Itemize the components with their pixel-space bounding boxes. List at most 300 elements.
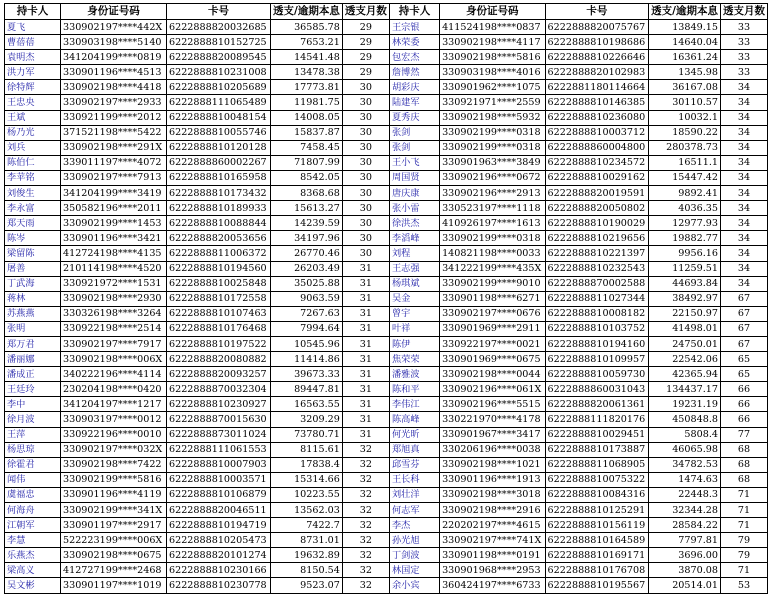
holder-cell: 林荣委 (390, 35, 440, 50)
id-number-cell: 411524198****0837 (440, 20, 545, 35)
months-cell: 30 (342, 125, 389, 140)
id-number-cell: 330902197****7917 (61, 336, 167, 351)
holder-cell: 闻伟 (5, 472, 61, 487)
id-number-cell: 330922196****0010 (61, 427, 167, 442)
table-row (5, 155, 390, 170)
overdraft-cell: 14541.48 (271, 50, 343, 65)
id-number-cell: 330901968****2953 (440, 563, 545, 578)
card-number-cell: 6222888820053656 (167, 231, 271, 246)
card-number-cell: 6222888810197522 (167, 336, 271, 351)
holder-cell: 李苹铭 (5, 170, 61, 185)
id-number-cell: 330901197****1019 (61, 578, 167, 593)
card-number-cell: 6222888810194560 (167, 261, 271, 276)
card-number-cell: 6222888810205689 (167, 80, 271, 95)
overdraft-cell: 41498.01 (649, 321, 721, 336)
holder-cell: 梁高义 (5, 563, 61, 578)
overdraft-cell: 3870.08 (649, 563, 721, 578)
overdraft-cell: 22448.3 (649, 487, 721, 502)
header-card-number: 卡号 (167, 4, 271, 20)
overdraft-cell: 16511.1 (649, 155, 721, 170)
id-number-cell: 330901196****4119 (61, 487, 167, 502)
id-number-cell: 330902198****2930 (61, 291, 167, 306)
overdraft-cell: 10545.96 (271, 336, 343, 351)
card-number-cell: 6222888810189933 (167, 201, 271, 216)
id-number-cell: 341222199****435X (440, 261, 545, 276)
holder-cell: 李杰 (390, 518, 440, 533)
table-row (390, 563, 768, 578)
id-number-cell: 330903198****4016 (440, 65, 545, 80)
holder-cell: 吴金 (390, 291, 440, 306)
table-row (5, 427, 390, 442)
left-table (4, 3, 390, 594)
table-row (5, 231, 390, 246)
table-row (5, 503, 390, 518)
holder-cell: 邱雪芬 (390, 457, 440, 472)
holder-cell: 刘程 (390, 246, 440, 261)
holder-cell: 李慧 (5, 533, 61, 548)
id-number-cell: 330901969****0675 (440, 352, 545, 367)
id-number-cell: 330901962****1075 (440, 80, 545, 95)
months-cell: 65 (720, 352, 767, 367)
overdraft-cell: 71807.99 (271, 155, 343, 170)
overdraft-cell: 8368.68 (271, 186, 343, 201)
header-months: 透支月数 (720, 4, 767, 20)
overdraft-cell: 15837.87 (271, 125, 343, 140)
overdraft-cell: 44693.84 (649, 276, 721, 291)
holder-cell: 夏飞 (5, 20, 61, 35)
holder-cell: 王长科 (390, 472, 440, 487)
card-number-cell: 6222888860031043 (545, 382, 649, 397)
months-cell: 33 (720, 50, 767, 65)
table-row (390, 110, 768, 125)
overdraft-cell: 28584.22 (649, 518, 721, 533)
card-number-cell: 6222888811027344 (545, 291, 649, 306)
holder-cell: 丁剑波 (390, 548, 440, 563)
holder-cell: 张小雷 (390, 201, 440, 216)
id-number-cell: 330901196****1913 (440, 472, 545, 487)
card-number-cell: 6222888111061553 (167, 442, 271, 457)
overdraft-cell: 89447.81 (271, 382, 343, 397)
id-number-cell: 330902198****5816 (440, 50, 545, 65)
overdraft-cell: 42365.94 (649, 367, 721, 382)
overdraft-cell: 17773.81 (271, 80, 343, 95)
overdraft-cell: 9063.59 (271, 291, 343, 306)
card-number-cell: 6222888810234572 (545, 155, 649, 170)
holder-cell: 焦荣荣 (390, 352, 440, 367)
months-cell: 32 (342, 472, 389, 487)
table-row (390, 20, 768, 35)
months-cell: 34 (720, 261, 767, 276)
overdraft-cell: 13849.15 (649, 20, 721, 35)
months-cell: 30 (342, 170, 389, 185)
card-number-cell: 6222888810198686 (545, 35, 649, 50)
id-number-cell: 230204198****0420 (61, 382, 167, 397)
months-cell: 34 (720, 276, 767, 291)
overdraft-cell: 11981.75 (271, 95, 343, 110)
table-row (390, 306, 768, 321)
months-cell: 33 (720, 20, 767, 35)
overdraft-cell: 1474.63 (649, 472, 721, 487)
holder-cell: 陈伯仁 (5, 155, 61, 170)
card-number-cell: 6222888810107463 (167, 306, 271, 321)
card-number-cell: 6222888860002267 (167, 155, 271, 170)
holder-cell: 郑旭真 (390, 442, 440, 457)
months-cell: 32 (342, 487, 389, 502)
id-number-cell: 330901197****2917 (61, 518, 167, 533)
header-id-number: 身份证号码 (440, 4, 545, 20)
id-number-cell: 330902198****4117 (440, 35, 545, 50)
id-number-cell: 412724198****4135 (61, 246, 167, 261)
holder-cell: 曾宇 (390, 306, 440, 321)
card-number-cell: 6222888810106879 (167, 487, 271, 502)
overdraft-cell: 4036.35 (649, 201, 721, 216)
holder-cell: 李滔峰 (390, 231, 440, 246)
months-cell: 30 (342, 95, 389, 110)
table-row (390, 170, 768, 185)
holder-cell: 江朝军 (5, 518, 61, 533)
card-number-cell: 6222888810146385 (545, 95, 649, 110)
id-number-cell: 410926197****1613 (440, 216, 545, 231)
months-cell: 71 (720, 518, 767, 533)
table-row (390, 518, 768, 533)
table-row (390, 201, 768, 216)
card-number-cell: 6222888810152725 (167, 35, 271, 50)
overdraft-cell: 19882.77 (649, 231, 721, 246)
card-number-cell: 6222888810029162 (545, 170, 649, 185)
overdraft-cell: 450848.8 (649, 412, 721, 427)
id-number-cell: 330326198****3264 (61, 306, 167, 321)
months-cell: 67 (720, 291, 767, 306)
id-number-cell: 330902197****7913 (61, 170, 167, 185)
table-row (390, 65, 768, 80)
card-number-cell: 6222888810103752 (545, 321, 649, 336)
table-row (390, 427, 768, 442)
id-number-cell: 330902198****3018 (440, 487, 545, 502)
months-cell: 32 (342, 578, 389, 593)
months-cell: 34 (720, 80, 767, 95)
card-number-cell: 6222888810173887 (545, 442, 649, 457)
id-number-cell: 330523197****1118 (440, 201, 545, 216)
table-row (390, 50, 768, 65)
table-row (390, 503, 768, 518)
holder-cell: 孙光旭 (390, 533, 440, 548)
holder-cell: 杨琪斌 (390, 276, 440, 291)
card-number-cell: 6222888810088844 (167, 216, 271, 231)
card-number-cell: 6222888111065489 (167, 95, 271, 110)
overdraft-cell: 22542.06 (649, 352, 721, 367)
holder-cell: 王宗银 (390, 20, 440, 35)
months-cell: 66 (720, 412, 767, 427)
table-row (5, 80, 390, 95)
table-row (390, 397, 768, 412)
header-holder: 持卡人 (390, 4, 440, 20)
overdraft-cell: 8115.61 (271, 442, 343, 457)
table-row (5, 110, 390, 125)
card-number-cell: 6222888810055746 (167, 125, 271, 140)
overdraft-cell: 280378.73 (649, 140, 721, 155)
card-number-cell: 6222888810156119 (545, 518, 649, 533)
id-number-cell: 210114198****4520 (61, 261, 167, 276)
card-number-cell: 6222888810205473 (167, 533, 271, 548)
months-cell: 31 (342, 427, 389, 442)
months-cell: 32 (342, 518, 389, 533)
header-overdraft: 透支/逾期本息 (649, 4, 721, 20)
holder-cell: 余小宾 (390, 578, 440, 593)
holder-cell: 王廷玲 (5, 382, 61, 397)
id-number-cell: 330903197****0012 (61, 412, 167, 427)
id-number-cell: 330921972****1531 (61, 276, 167, 291)
months-cell: 31 (342, 412, 389, 427)
months-cell: 34 (720, 110, 767, 125)
id-number-cell: 330902198****5932 (440, 110, 545, 125)
overdraft-cell: 36585.78 (271, 20, 343, 35)
months-cell: 34 (720, 216, 767, 231)
months-cell: 31 (342, 367, 389, 382)
overdraft-cell: 9956.16 (649, 246, 721, 261)
id-number-cell: 330901198****6271 (440, 291, 545, 306)
holder-cell: 陈高峰 (390, 412, 440, 427)
months-cell: 71 (720, 487, 767, 502)
overdraft-cell: 8150.54 (271, 563, 343, 578)
overdraft-cell: 36167.08 (649, 80, 721, 95)
holder-cell: 王萍 (5, 427, 61, 442)
card-number-cell: 6222888810084316 (545, 487, 649, 502)
holder-cell: 何志军 (390, 503, 440, 518)
holder-cell: 潘丽娜 (5, 352, 61, 367)
table-row (5, 20, 390, 35)
card-number-cell: 6222888810194719 (167, 518, 271, 533)
overdraft-cell: 7458.45 (271, 140, 343, 155)
overdraft-cell: 10223.55 (271, 487, 343, 502)
overdraft-cell: 3696.00 (649, 548, 721, 563)
overdraft-cell: 73780.71 (271, 427, 343, 442)
months-cell: 30 (342, 201, 389, 216)
months-cell: 77 (720, 427, 767, 442)
table-row (5, 578, 390, 593)
months-cell: 31 (342, 336, 389, 351)
months-cell: 29 (342, 35, 389, 50)
table-row (390, 276, 768, 291)
months-cell: 79 (720, 533, 767, 548)
holder-cell: 苏燕燕 (5, 306, 61, 321)
table-row (390, 80, 768, 95)
months-cell: 30 (342, 140, 389, 155)
overdraft-cell: 9892.41 (649, 186, 721, 201)
card-number-cell: 6222888810169171 (545, 548, 649, 563)
overdraft-cell: 17838.4 (271, 457, 343, 472)
overdraft-cell: 34197.96 (271, 231, 343, 246)
id-number-cell: 330903198****5140 (61, 35, 167, 50)
id-number-cell: 341204199****3419 (61, 186, 167, 201)
holder-cell: 曹蓓蓓 (5, 35, 61, 50)
holder-cell: 王忠央 (5, 95, 61, 110)
months-cell: 30 (342, 231, 389, 246)
months-cell: 67 (720, 336, 767, 351)
table-row (5, 442, 390, 457)
holder-cell: 刘俊生 (5, 186, 61, 201)
card-number-cell: 6222888810025848 (167, 276, 271, 291)
id-number-cell: 330902197****2933 (61, 95, 167, 110)
months-cell: 31 (342, 321, 389, 336)
months-cell: 34 (720, 125, 767, 140)
card-number-cell: 6222888810164589 (545, 533, 649, 548)
table-row (390, 533, 768, 548)
id-number-cell: 330922198****2514 (61, 321, 167, 336)
card-number-cell: 6222888810231008 (167, 65, 271, 80)
card-number-cell: 6222888810221397 (545, 246, 649, 261)
card-number-cell: 6222888810120128 (167, 140, 271, 155)
table-row (390, 186, 768, 201)
holder-cell: 李永富 (5, 201, 61, 216)
id-number-cell: 412727199****2468 (61, 563, 167, 578)
holder-cell: 叶祥 (390, 321, 440, 336)
overdraft-cell: 19632.89 (271, 548, 343, 563)
holder-cell: 郑万君 (5, 336, 61, 351)
card-number-cell: 6222888820019591 (545, 186, 649, 201)
months-cell: 68 (720, 442, 767, 457)
card-number-cell: 6222888810029451 (545, 427, 649, 442)
months-cell: 32 (342, 548, 389, 563)
overdraft-cell: 134437.17 (649, 382, 721, 397)
months-cell: 33 (720, 65, 767, 80)
card-number-cell: 6222888810230166 (167, 563, 271, 578)
overdraft-cell: 39673.33 (271, 367, 343, 382)
table-row (5, 397, 390, 412)
id-number-cell: 330902199****0318 (440, 231, 545, 246)
overdraft-cell: 7267.63 (271, 306, 343, 321)
id-number-cell: 330901196****3421 (61, 231, 167, 246)
holder-cell: 陈和平 (390, 382, 440, 397)
table-row (390, 472, 768, 487)
months-cell: 32 (342, 457, 389, 472)
card-number-cell: 6222888810048154 (167, 110, 271, 125)
id-number-cell: 330902199****341X (61, 503, 167, 518)
holder-cell: 潘成正 (5, 367, 61, 382)
id-number-cell: 330902196****5515 (440, 397, 545, 412)
overdraft-cell: 22150.97 (649, 306, 721, 321)
header-card-number: 卡号 (545, 4, 649, 20)
id-number-cell: 341204199****0819 (61, 50, 167, 65)
card-number-cell: 6222888820061361 (545, 397, 649, 412)
holder-cell: 洪力军 (5, 65, 61, 80)
months-cell: 29 (342, 20, 389, 35)
card-number-cell: 6222888810125291 (545, 503, 649, 518)
card-number-cell: 6222888810195567 (545, 578, 649, 593)
holder-cell: 丁武海 (5, 276, 61, 291)
overdraft-cell: 35025.88 (271, 276, 343, 291)
table-row (390, 367, 768, 382)
header-months: 透支月数 (342, 4, 389, 20)
card-number-cell: 6222888810172558 (167, 291, 271, 306)
holder-cell: 王小飞 (390, 155, 440, 170)
overdraft-cell: 7422.7 (271, 518, 343, 533)
card-number-cell: 6222888820101274 (167, 548, 271, 563)
table-row (5, 321, 390, 336)
overdraft-cell: 38492.97 (649, 291, 721, 306)
card-number-cell: 6222888820089545 (167, 50, 271, 65)
holder-cell: 李伟江 (390, 397, 440, 412)
months-cell: 30 (342, 216, 389, 231)
card-number-cell: 6222888820032685 (167, 20, 271, 35)
card-number-cell: 6222888810165958 (167, 170, 271, 185)
months-cell: 29 (342, 65, 389, 80)
holder-cell: 徐月波 (5, 412, 61, 427)
table-row (390, 578, 768, 593)
table-row (5, 548, 390, 563)
id-number-cell: 330902197****741X (440, 533, 545, 548)
table-row (390, 155, 768, 170)
overdraft-cell: 13478.38 (271, 65, 343, 80)
card-number-cell: 6222888810173432 (167, 186, 271, 201)
months-cell: 31 (342, 291, 389, 306)
overdraft-cell: 5808.4 (649, 427, 721, 442)
left-header-row (5, 4, 390, 20)
overdraft-cell: 3209.29 (271, 412, 343, 427)
months-cell: 31 (342, 306, 389, 321)
card-number-cell: 6222888810109957 (545, 352, 649, 367)
card-number-cell: 6222888870015630 (167, 412, 271, 427)
id-number-cell: 140821198****0033 (440, 246, 545, 261)
id-number-cell: 330902197****0676 (440, 306, 545, 321)
holder-cell: 陆建军 (390, 95, 440, 110)
card-number-cell: 6222888820080882 (167, 352, 271, 367)
months-cell: 71 (720, 563, 767, 578)
months-cell: 29 (342, 50, 389, 65)
overdraft-cell: 16563.55 (271, 397, 343, 412)
holder-cell: 詹博然 (390, 65, 440, 80)
holder-cell: 张剑 (390, 140, 440, 155)
card-number-cell: 6222888810232543 (545, 261, 649, 276)
holder-cell: 王志强 (390, 261, 440, 276)
card-number-cell: 6222888820102983 (545, 65, 649, 80)
overdraft-cell: 15447.42 (649, 170, 721, 185)
overdraft-cell: 34782.53 (649, 457, 721, 472)
overdraft-cell: 9523.07 (271, 578, 343, 593)
card-number-cell: 6222888820050802 (545, 201, 649, 216)
card-number-cell: 6222888810226646 (545, 50, 649, 65)
months-cell: 65 (720, 367, 767, 382)
overdraft-cell: 32344.28 (649, 503, 721, 518)
table-row (390, 95, 768, 110)
card-number-cell: 6222888810176468 (167, 321, 271, 336)
months-cell: 34 (720, 201, 767, 216)
holder-cell: 梁留陈 (5, 246, 61, 261)
months-cell: 34 (720, 186, 767, 201)
overdraft-cell: 7797.81 (649, 533, 721, 548)
overdraft-cell: 8731.01 (271, 533, 343, 548)
table-row (5, 518, 390, 533)
table-row (5, 352, 390, 367)
id-number-cell: 330206196****0038 (440, 442, 545, 457)
id-number-cell: 330902198****291X (61, 140, 167, 155)
holder-cell: 林国定 (390, 563, 440, 578)
id-number-cell: 522223199****006X (61, 533, 167, 548)
months-cell: 66 (720, 397, 767, 412)
months-cell: 34 (720, 140, 767, 155)
table-row (5, 457, 390, 472)
overdraft-cell: 7994.64 (271, 321, 343, 336)
holder-cell: 杨乃光 (5, 125, 61, 140)
id-number-cell: 330901198****0191 (440, 548, 545, 563)
id-number-cell: 330902198****0044 (440, 367, 545, 382)
months-cell: 53 (720, 578, 767, 593)
holder-cell: 王斌 (5, 110, 61, 125)
months-cell: 67 (720, 321, 767, 336)
id-number-cell: 350582196****2011 (61, 201, 167, 216)
table-row (5, 261, 390, 276)
header-holder: 持卡人 (5, 4, 61, 20)
overdraft-cell: 11259.51 (649, 261, 721, 276)
